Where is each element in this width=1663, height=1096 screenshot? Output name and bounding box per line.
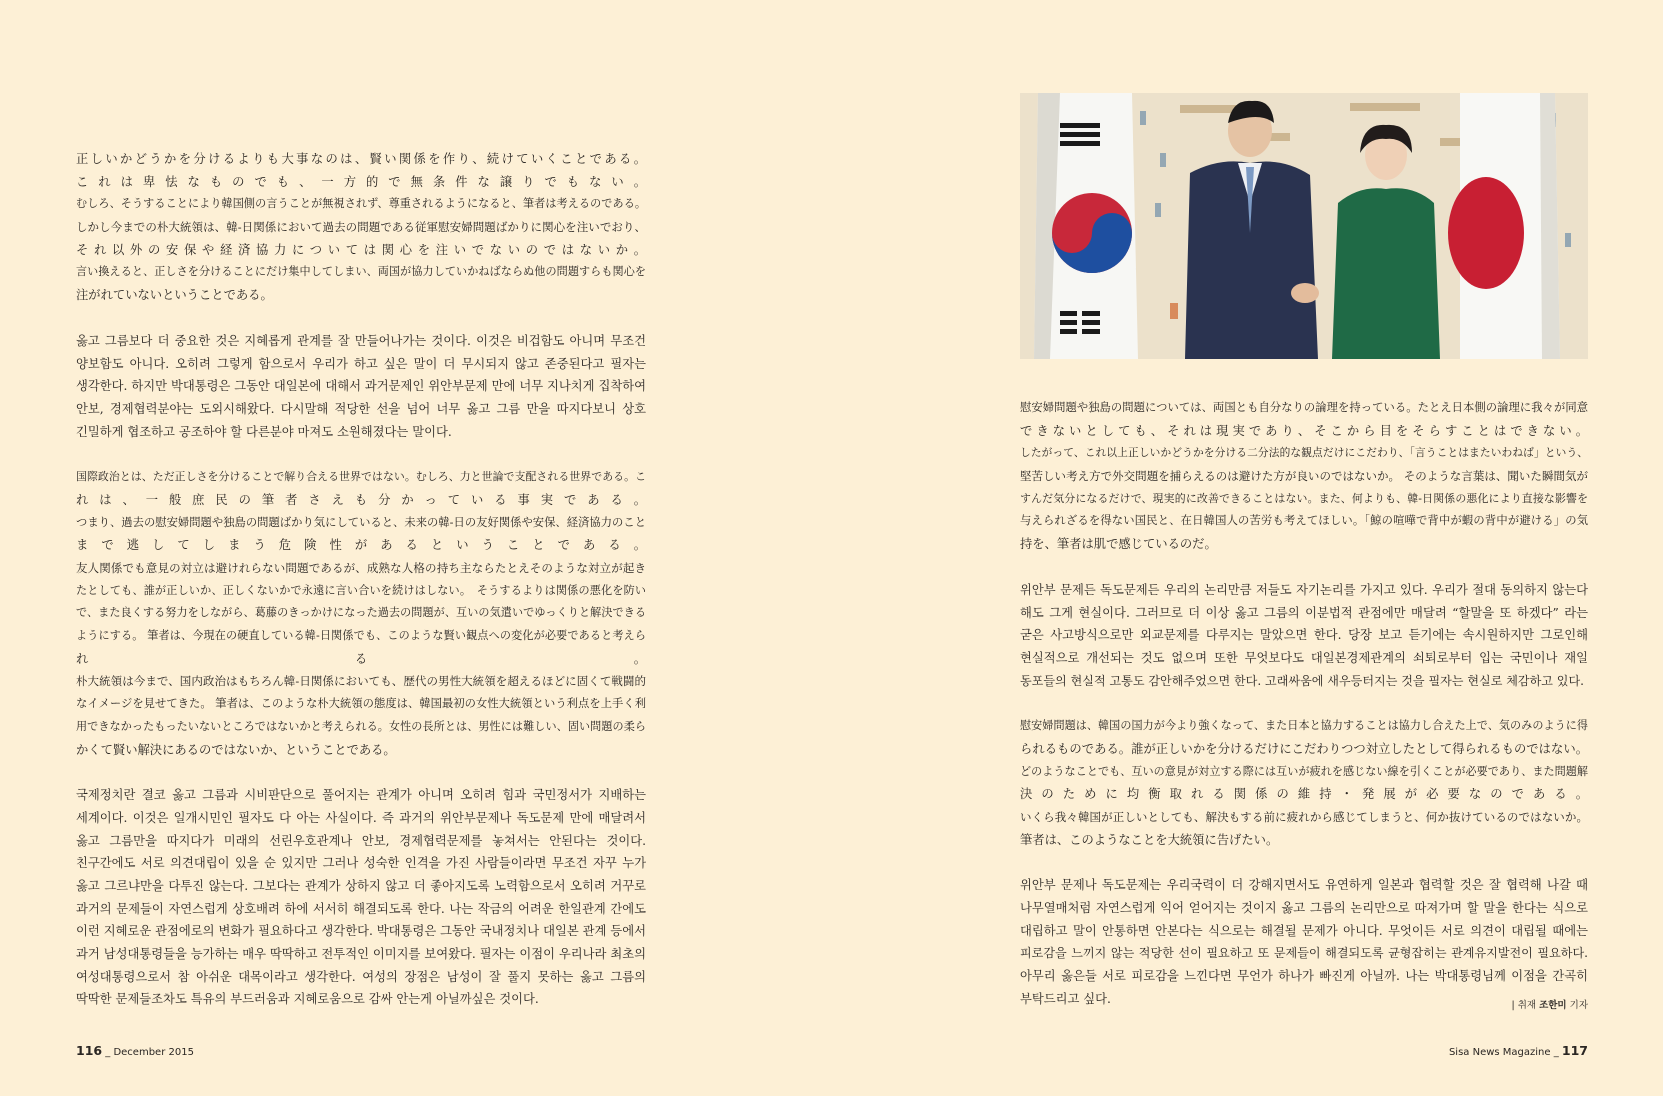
- article-line: 대립하고 말이 안통하면 안본다는 식으로는 해결될 문제가 아니다. 무엇이든 서로 의견이 대립될 때에는: [1020, 923, 1588, 938]
- article-line: れる。: [76, 651, 646, 666]
- article-line: 위안부 문제든 독도문제든 우리의 논리만큼 저들도 자기논리를 가지고 있다. 우리가 절대 동의하지 않는다: [1020, 582, 1588, 597]
- article-line: 用できなかったもったいないところではないかと考えられる。女性の長所とは、男性には難しい、固い問題の柔ら: [76, 719, 646, 733]
- article-line: 과거 남성대통령들을 능가하는 매우 딱딱하고 전투적인 이미지를 보여왔다. 필자는 이점이 우리나라 최초의: [76, 947, 646, 961]
- article-line: 딱딱한 문제들조차도 특유의 부드러움과 지혜로움으로 감싸 안는게 아닐까싶은 것이다.: [76, 992, 539, 1007]
- article-line: 동포들의 현실적 고통도 감안해주었으면 한다. 고래싸움에 새우등터지는 것을 필자는 현실로 체감하고 있다.: [1020, 673, 1585, 688]
- article-paragraph: [76, 466, 646, 761]
- article-line: で、また良くする努力をしながら、葛藤のきっかけになった過去の問題が、互いの気遣いでゆっくりと解決できる: [76, 606, 646, 620]
- article-line: 양보함도 아니다. 오히려 그렇게 함으로서 우리가 하고 싶은 말이 더 무시되지 않고 존중된다고 필자는: [76, 356, 646, 371]
- article-line: どのようなことでも、互いの意見が対立する際には互いが疲れを感じない線を引くことが必要であり、また問題解: [1020, 764, 1588, 778]
- article-line: 与えられざるを得ない国民と、在日韓国人の苦労も考えてほしい。「鯨の喧嘩で背中が蝦の背中が避ける」の気: [1020, 514, 1588, 528]
- article-line: したがって、これ以上正しいかどうかを分ける二分法的な観点だけにこだわり、「言うことはまたいわねば」という、: [1020, 446, 1588, 460]
- issue-date: December 2015: [113, 1047, 194, 1058]
- article-line: むしろ、そうすることにより韓国側の言うことが無視されず、尊重されるようになると、筆者は考えるのである。: [76, 197, 646, 211]
- article-line: いくら我々韓国が正しいとしても、解決もする前に疲れから感じてしまうと、何か抜けているのではないか。: [1020, 810, 1588, 824]
- article-line: 국제정치란 결코 옳고 그름과 시비판단으로 풀어지는 관계가 아니며 오히려 힘과 국민정서가 지배하는: [76, 788, 646, 803]
- article-paragraph: [1020, 874, 1588, 1010]
- article-line: 생각한다. 하지만 박대통령은 그동안 대일본에 대해서 과거문제인 위안부문제 만에 너무 지나치게 집착하여: [76, 379, 646, 394]
- article-paragraph: [76, 330, 646, 443]
- article-line: 正しいかどうかを分けるよりも大事なのは、賢い関係を作り、続けていくことである。: [76, 152, 646, 166]
- article-line: 세계이다. 이것은 일개시민인 필자도 다 아는 사실이다. 즉 과거의 위안부문제나 독도문제 만에 매달려서: [76, 810, 646, 825]
- article-line: 현실적으로 개선되는 것도 없으며 또한 무엇보다도 대일본경제관계의 쇠퇴로부터 입는 국민이나 재일: [1020, 650, 1588, 665]
- article-line: 筆者は、このようなことを大統領に告げたい。: [1020, 832, 1279, 847]
- article-line: できないとしても、それは現実であり、そこから目をそらすことはできない。: [1020, 423, 1588, 438]
- article-line: 긴밀하게 협조하고 공조하야 할 다른분야 마져도 소원해졌다는 말이다.: [76, 424, 452, 439]
- leaders-handshake-photo: [1020, 93, 1588, 359]
- left-page-number: 116: [76, 1043, 103, 1058]
- article-line: まで逃してしまう危険性があるということである。: [76, 538, 646, 553]
- right-article-column: [1020, 397, 1588, 1034]
- article-line: ようにする。 筆者は、今現在の硬直している韓-日関係でも、このような賢い観点への変化が必要であると考えら: [76, 629, 646, 643]
- article-line: 친구간에도 서로 의견대립이 있을 순 있지만 그러나 성숙한 인격을 가진 사람들이라면 무조건 자꾸 누가: [76, 856, 646, 871]
- article-line: これは卑怯なものでも、一方的で無条件な譲りでもない。: [76, 174, 646, 189]
- article-line: 堅苦しい考え方で外交問題を捕らえるのは避けた方が良いのではないか。 そのような言葉は、聞いた瞬間気が: [1020, 469, 1588, 484]
- article-paragraph: [1020, 579, 1588, 692]
- article-line: 굳은 사고방식으로만 외교문제를 다루지는 말았으면 한다. 당장 보고 듣기에는 속시원하지만 그로인해: [1020, 628, 1588, 643]
- article-line: れは、一般庶民の筆者さえも分かっている事実である。: [76, 492, 646, 507]
- article-line: 友人関係でも意見の対立は避けれらない問題であるが、成熟な人格の持ち主ならたとえそのような対立が起き: [76, 561, 646, 575]
- article-line: 慰安婦問題や独島の問題については、両国とも自分なりの論理を持っている。たとえ日本側の論理に我々が同意: [1020, 401, 1588, 414]
- left-article-column: [76, 148, 646, 1034]
- article-line: 여성대통령으로서 참 아쉬운 대목이라고 생각한다. 여성의 장점은 남성이 잘 풀지 못하는 옳고 그름의: [76, 969, 646, 984]
- left-page-folio: 116 _ December 2015: [76, 1043, 194, 1058]
- article-line: 持を、筆者は肌で感じているのだ。: [1020, 537, 1217, 552]
- article-line: しかし今までの朴大統領は、韓-日関係において過去の問題である従軍慰安婦問題ばかりに関心を注いでおり、: [76, 220, 646, 235]
- article-line: かくて賢い解決にあるのではないか、ということである。: [76, 742, 396, 757]
- article-line: 부탁드리고 싶다.: [1020, 991, 1111, 1006]
- article-line: 나무열매처럼 자연스럽게 익어 얻어지는 것이지 옳고 그름의 논리만으로 따져가며 할 말을 한다는 식으로: [1020, 901, 1588, 916]
- article-line: たとしても、誰が正しいか、正しくないかで永遠に言い合いを続けはしない。 そうするよりは関係の悪化を防い: [76, 583, 646, 597]
- article-line: 옳고 그름만을 따지다가 미래의 선린우호관계나 안보, 경제협력문제를 놓쳐서는 안된다는 것이다.: [76, 833, 646, 848]
- right-page-folio: Sisa News Magazine _ 117: [1448, 1043, 1588, 1058]
- article-line: 옳고 그르냐만을 다투진 않는다. 그보다는 관계가 상하지 않고 더 좋아지도록 노력함으로서 오히려 거꾸로: [76, 878, 646, 893]
- article-line: なイメージを見せてきた。 筆者は、このような朴大統領の態度は、韓国最初の女性大統領という利点を上手く利: [76, 697, 646, 711]
- magazine-name: Sisa News Magazine: [1448, 1047, 1551, 1058]
- article-line: 피로감을 느끼지 않는 적당한 선이 필요하고 또 문제들이 해결되도록 균형잡히는 관계유지발전이 필요하다.: [1020, 946, 1588, 961]
- article-line: 言い換えると、正しさを分けることにだけ集中してしまい、両国が協力していかねばならぬ他の問題すらも関心を: [76, 265, 646, 279]
- article-line: すんだ気分になるだけで、現実的に改善できることはない。また、何よりも、韓-日関係の悪化により直接な影響を: [1020, 491, 1588, 505]
- right-page-number: 117: [1561, 1043, 1588, 1058]
- article-line: 注がれていないということである。: [76, 288, 273, 303]
- article-line: られるものである。誰が正しいかを分けるだけにこだわりつつ対立したとして得られるものではない。: [1020, 741, 1588, 756]
- article-line: 決のために均衡取れる関係の維持・発展が必要なのである。: [1020, 787, 1588, 802]
- article-paragraph: [76, 148, 646, 307]
- article-line: 国際政治とは、ただ正しさを分けることで解り合える世界ではない。むしろ、力と世論で支配される世界である。こ: [76, 470, 646, 484]
- article-line: 위안부 문제나 독도문제는 우리국력이 더 강해지면서도 유연하게 일본과 협력할 것은 잘 협력해 나갈 때: [1020, 878, 1588, 893]
- article-line: 안보, 경제협력분야는 도외시해왔다. 다시말해 적당한 선을 넘어 너무 옳고 그름 만을 따지다보니 상호: [76, 401, 646, 416]
- article-line: つまり、過去の慰安婦問題や独島の問題ばかり気にしていると、未来の韓-日の友好関係や安保、経済協力のこと: [76, 515, 646, 529]
- article-line: 과거의 문제들이 자연스럽게 상호배려 하에 서서히 해결되도록 한다. 나는 작금의 어려운 한일관계 간에도: [76, 901, 646, 916]
- article-line: 朴大統領は今まで、国内政治はもちろん韓-日関係においても、歴代の男性大統領を超えるほどに固くて戦闘的: [76, 674, 646, 689]
- reporter-credit: | 취재 조한미 기자: [1511, 1000, 1588, 1011]
- article-line: 慰安婦問題は、韓国の国力が今より強くなって、また日本と協力することは協力し合えた上で、気のみのように得: [1020, 719, 1588, 733]
- article-paragraph: [76, 784, 646, 1011]
- article-line: 아무리 옳은들 서로 피로감을 느낀다면 무언가 하나가 빠진게 아닐까. 나는 박대통령님께 이점을 간곡히: [1020, 969, 1588, 984]
- article-paragraph: [1020, 397, 1588, 556]
- article-line: 해도 그게 현실이다. 그러므로 더 이상 옳고 그름의 이분법적 관점에만 매달려 “할말을 또 하겠다” 라는: [1020, 605, 1588, 620]
- article-line: それ以外の安保や経済協力については関心を注いでないのではないか。: [76, 242, 646, 257]
- article-line: 이런 지혜로운 관점에로의 변화가 필요하다고 생각한다. 박대통령은 그동안 국내정치나 대일본 관계 등에서: [76, 924, 646, 939]
- article-paragraph: [1020, 715, 1588, 851]
- article-line: 옳고 그름보다 더 중요한 것은 지혜롭게 관계를 잘 만들어나가는 것이다. 이것은 비겁함도 아니며 무조건: [76, 333, 646, 348]
